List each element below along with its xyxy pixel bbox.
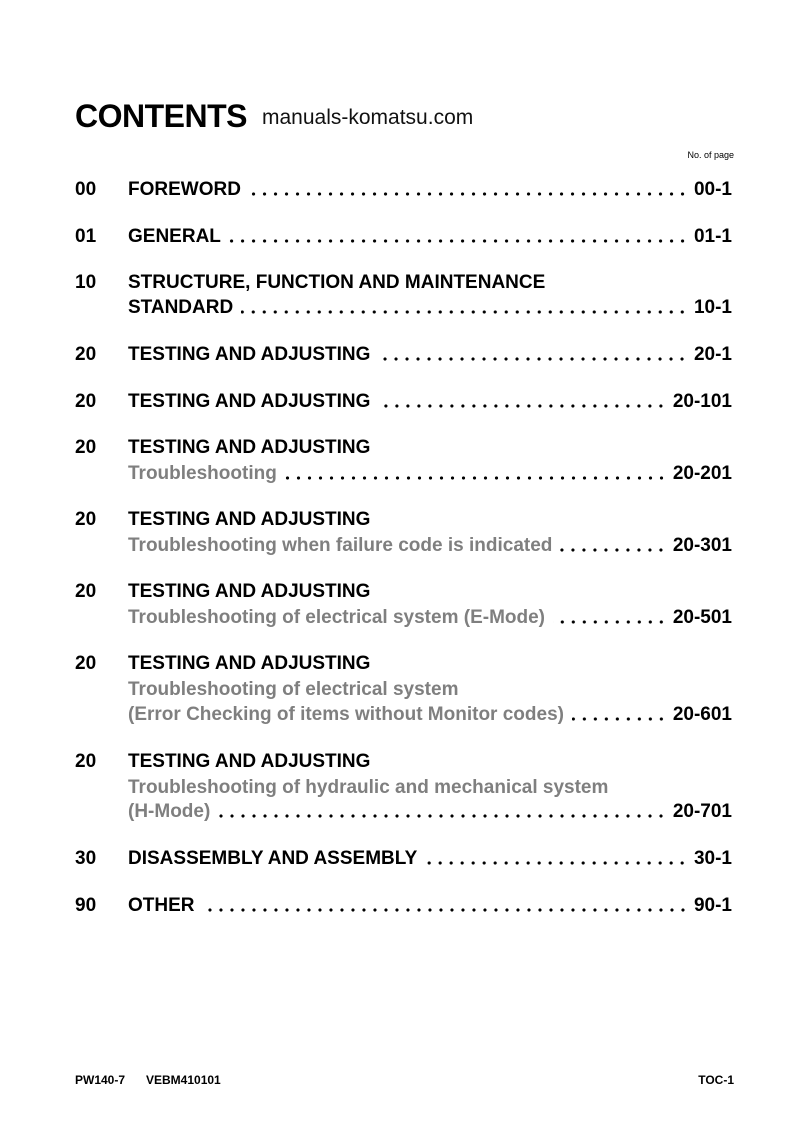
section-subtitle: Troubleshooting of hydraulic and mechanical system — [128, 777, 609, 798]
dot-leader — [285, 462, 667, 480]
dot-leader — [553, 606, 667, 624]
entry-text-row — [128, 225, 732, 249]
page-reference[interactable]: 90-1 — [693, 895, 732, 916]
section-title: FOREWORD — [128, 179, 241, 200]
toc-entry-line — [0, 776, 793, 800]
section-number: 20 — [75, 391, 97, 412]
section-title: TESTING AND ADJUSTING — [128, 581, 371, 602]
entry-text-row — [128, 390, 732, 414]
dot-leader — [218, 800, 667, 818]
section-number: 20 — [75, 509, 97, 530]
toc-entry[interactable] — [0, 390, 793, 414]
section-number: 10 — [75, 272, 97, 293]
toc-entry[interactable] — [0, 606, 793, 630]
footer-model: PW140-7 — [75, 1073, 126, 1087]
dot-leader — [241, 296, 688, 314]
toc-entry[interactable] — [0, 703, 793, 727]
section-number: 30 — [75, 848, 97, 869]
entry-text-row — [128, 847, 732, 871]
toc-entry[interactable] — [0, 225, 793, 249]
entry-text-row — [128, 894, 732, 918]
dot-leader — [249, 178, 688, 196]
dot-leader — [560, 534, 666, 552]
page-title: CONTENTS — [75, 98, 247, 134]
section-subtitle: Troubleshooting of electrical system — [128, 679, 459, 700]
entry-text-row — [128, 652, 732, 676]
entry-text-row — [128, 703, 732, 727]
footer-page-number: TOC-1 — [698, 1073, 734, 1087]
page-reference[interactable]: 00-1 — [693, 179, 732, 200]
toc-entry[interactable] — [0, 800, 793, 824]
section-title: TESTING AND ADJUSTING — [128, 653, 371, 674]
page-reference[interactable]: 20-101 — [672, 391, 732, 412]
toc-entry-line — [0, 652, 793, 676]
toc-entry[interactable] — [0, 296, 793, 320]
toc-entry-line — [0, 271, 793, 295]
page-reference[interactable]: 20-701 — [672, 801, 732, 822]
section-subtitle: Troubleshooting when failure code is indicated — [128, 535, 553, 556]
toc-entry-line — [0, 750, 793, 774]
section-title: DISASSEMBLY AND ASSEMBLY — [128, 848, 418, 869]
section-title: TESTING AND ADJUSTING — [128, 509, 371, 530]
toc-entry-line — [0, 508, 793, 532]
entry-text-row — [128, 436, 732, 460]
dot-leader — [378, 390, 666, 408]
dot-leader — [203, 894, 688, 912]
section-number: 90 — [75, 895, 97, 916]
section-title: STANDARD — [128, 297, 234, 318]
column-header-page-number: No. of page — [687, 150, 734, 160]
section-number: 20 — [75, 653, 97, 674]
section-title: TESTING AND ADJUSTING — [128, 344, 371, 365]
section-number: 01 — [75, 226, 97, 247]
entry-text-row — [128, 750, 732, 774]
section-title: STRUCTURE, FUNCTION AND MAINTENANCE — [128, 272, 546, 293]
entry-text-row — [128, 271, 732, 295]
page-reference[interactable]: 20-1 — [693, 344, 732, 365]
toc-entry-line — [0, 580, 793, 604]
toc-entry[interactable] — [0, 343, 793, 367]
page-reference[interactable]: 20-201 — [672, 463, 732, 484]
watermark: manuals-komatsu.com — [262, 106, 474, 129]
page-reference[interactable]: 20-301 — [672, 535, 732, 556]
page-reference[interactable]: 10-1 — [693, 297, 732, 318]
section-title: TESTING AND ADJUSTING — [128, 751, 371, 772]
section-title: TESTING AND ADJUSTING — [128, 437, 371, 458]
entry-text-row — [128, 580, 732, 604]
entry-text-row — [128, 534, 732, 558]
toc-entry[interactable] — [0, 178, 793, 202]
section-subtitle: Troubleshooting of electrical system (E-Mode) — [128, 607, 546, 628]
toc-entry-line — [0, 678, 793, 702]
dot-leader — [572, 703, 667, 721]
toc-entry-line — [0, 436, 793, 460]
section-subtitle: Troubleshooting — [128, 463, 277, 484]
dot-leader — [425, 847, 688, 865]
section-number: 00 — [75, 179, 97, 200]
section-title: GENERAL — [128, 226, 221, 247]
section-subtitle: (H-Mode) — [128, 801, 211, 822]
dot-leader — [229, 225, 688, 243]
dot-leader — [378, 343, 688, 361]
section-title: TESTING AND ADJUSTING — [128, 391, 371, 412]
entry-text-row — [128, 296, 732, 320]
section-number: 20 — [75, 344, 97, 365]
toc-entry[interactable] — [0, 894, 793, 918]
toc-entry[interactable] — [0, 534, 793, 558]
section-number: 20 — [75, 437, 97, 458]
toc-entry[interactable] — [0, 462, 793, 486]
entry-text-row — [128, 606, 732, 630]
page-reference[interactable]: 20-501 — [672, 607, 732, 628]
page-reference[interactable]: 20-601 — [672, 704, 732, 725]
footer-doc-code: VEBM410101 — [146, 1073, 221, 1087]
entry-text-row — [128, 800, 732, 824]
section-title: OTHER — [128, 895, 195, 916]
section-number: 20 — [75, 581, 97, 602]
entry-text-row — [128, 343, 732, 367]
entry-text-row — [128, 462, 732, 486]
section-subtitle: (Error Checking of items without Monitor codes) — [128, 704, 564, 725]
entry-text-row — [128, 178, 732, 202]
entry-text-row — [128, 776, 732, 800]
page-reference[interactable]: 30-1 — [693, 848, 732, 869]
section-number: 20 — [75, 751, 97, 772]
toc-entry[interactable] — [0, 847, 793, 871]
entry-text-row — [128, 678, 732, 702]
entry-text-row — [128, 508, 732, 532]
page-reference[interactable]: 01-1 — [693, 226, 732, 247]
